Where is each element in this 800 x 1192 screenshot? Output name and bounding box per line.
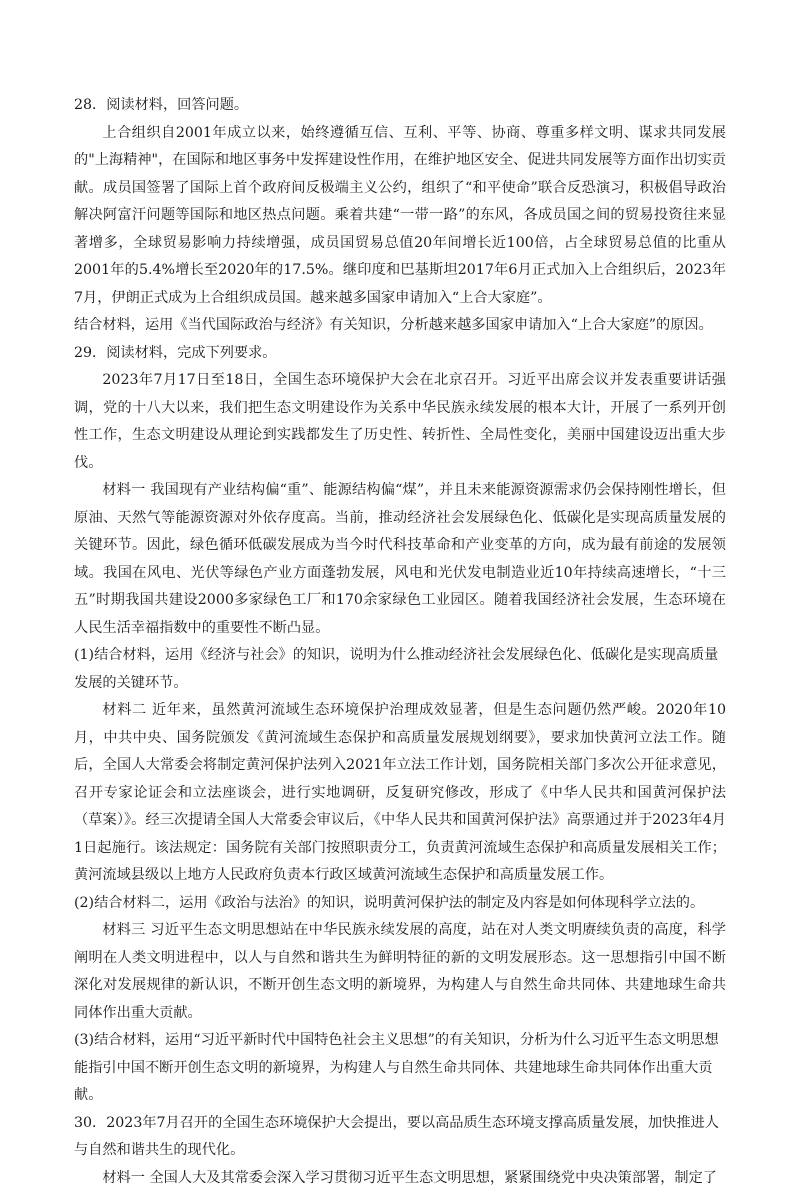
question-29-sub-3: (3)结合材料，运用“习近平新时代中国特色社会主义思想”的有关知识，分析为什么习近平生态文明思想能指引中国不断开创生态文明的新境界，为构建人与自然生命共同体、共建地球生命共同体作出重大贡献。 — [74, 1027, 726, 1110]
question-28-title: 28．阅读材料，回答问题。 — [74, 92, 726, 120]
question-29-material-1: 材料一 我国现有产业结构偏“重”、能源结构偏“煤”，并且未来能源资源需求仍会保持刚性增长，但原油、天然气等能源资源对外依存度高。当前，推动经济社会发展绿色化、低碳化是实现高质量发展的关键环节。因此，绿色循环低碳发展成为当今时代科技革命和产业变革的方向，成为最有前途的发展领域。我国在风电、光伏等绿色产业方面蓬勃发展，风电和光伏发电制造业近10年持续高速增长，“十三五”时期我国共建设2000多家绿色工厂和170余家绿色工业园区。随着我国经济社会发展，生态环境在人民生活幸福指数中的重要性不断凸显。 — [74, 477, 726, 642]
question-29-sub-2: (2)结合材料二，运用《政治与法治》的知识，说明黄河保护法的制定及内容是如何体现科学立法的。 — [74, 890, 726, 918]
question-29-intro: 2023年7月17日至18日，全国生态环境保护大会在北京召开。习近平出席会议并发表重要讲话强调，党的十八大以来，我们把生态文明建设作为关系中华民族永续发展的根本大计，开展了一系列开创性工作，生态文明建设从理论到实践都发生了历史性、转折性、全局性变化，美丽中国建设迈出重大步伐。 — [74, 367, 726, 477]
question-29-material-2: 材料二 近年来，虽然黄河流域生态环境保护治理成效显著，但是生态问题仍然严峻。2020年10月，中共中央、国务院颁发《黄河流域生态保护和高质量发展规划纲要》，要求加快黄河立法工作。随后，全国人大常委会将制定黄河保护法列入2021年立法工作计划，国务院相关部门多次公开征求意见，召开专家论证会和立法座谈会，进行实地调研，反复研究修改，形成了《中华人民共和国黄河保护法（草案）》。经三次提请全国人大常委会审议后，《中华人民共和国黄河保护法》高票通过并于2023年4月1日起施行。该法规定：国务院有关部门按照职责分工，负责黄河流域生态保护和高质量发展相关工作；黄河流域县级以上地方人民政府负责本行政区域黄河流域生态保护和高质量发展工作。 — [74, 697, 726, 890]
question-29-material-3: 材料三 习近平生态文明思想站在中华民族永续发展的高度，站在对人类文明赓续负责的高度，科学阐明在人类文明进程中，以人与自然和谐共生为鲜明特征的新的文明发展形态。这一思想指引中国不断深化对发展规律的新认识，不断开创生态文明的新境界，为构建人与自然生命共同体、共建地球生命共同体作出重大贡献。 — [74, 917, 726, 1027]
question-30-material-1: 材料一 全国人大及其常委会深入学习贯彻习近平生态文明思想，紧紧围绕党中央决策部署，制定了 — [74, 1165, 726, 1192]
question-29-title: 29．阅读材料，完成下列要求。 — [74, 340, 726, 368]
question-28-prompt: 结合材料，运用《当代国际政治与经济》有关知识，分析越来越多国家申请加入“上合大家庭”的原因。 — [74, 312, 726, 340]
question-30-title: 30．2023年7月召开的全国生态环境保护大会提出，要以高品质生态环境支撑高质量发展，加快推进人与自然和谐共生的现代化。 — [74, 1110, 726, 1165]
question-28-material: 上合组织自2001年成立以来，始终遵循互信、互利、平等、协商、尊重多样文明、谋求共同发展的"上海精神"，在国际和地区事务中发挥建设性作用，在维护地区安全、促进共同发展等方面作出切实贡献。成员国签署了国际上首个政府间反极端主义公约，组织了“和平使命”联合反恐演习，积极倡导政治解决阿富汗问题等国际和地区热点问题。乘着共建“一带一路”的东风，各成员国之间的贸易投资往来显著增多，全球贸易影响力持续增强，成员国贸易总值20年间增长近100倍，占全球贸易总值的比重从2001年的5.4%增长至2020年的17.5%。继印度和巴基斯坦2017年6月正式加入上合组织后，2023年7月，伊朗正式成为上合组织成员国。越来越多国家申请加入“上合大家庭”。 — [74, 120, 726, 313]
question-29-sub-1: (1)结合材料，运用《经济与社会》的知识，说明为什么推动经济社会发展绿色化、低碳化是实现高质量发展的关键环节。 — [74, 642, 726, 697]
